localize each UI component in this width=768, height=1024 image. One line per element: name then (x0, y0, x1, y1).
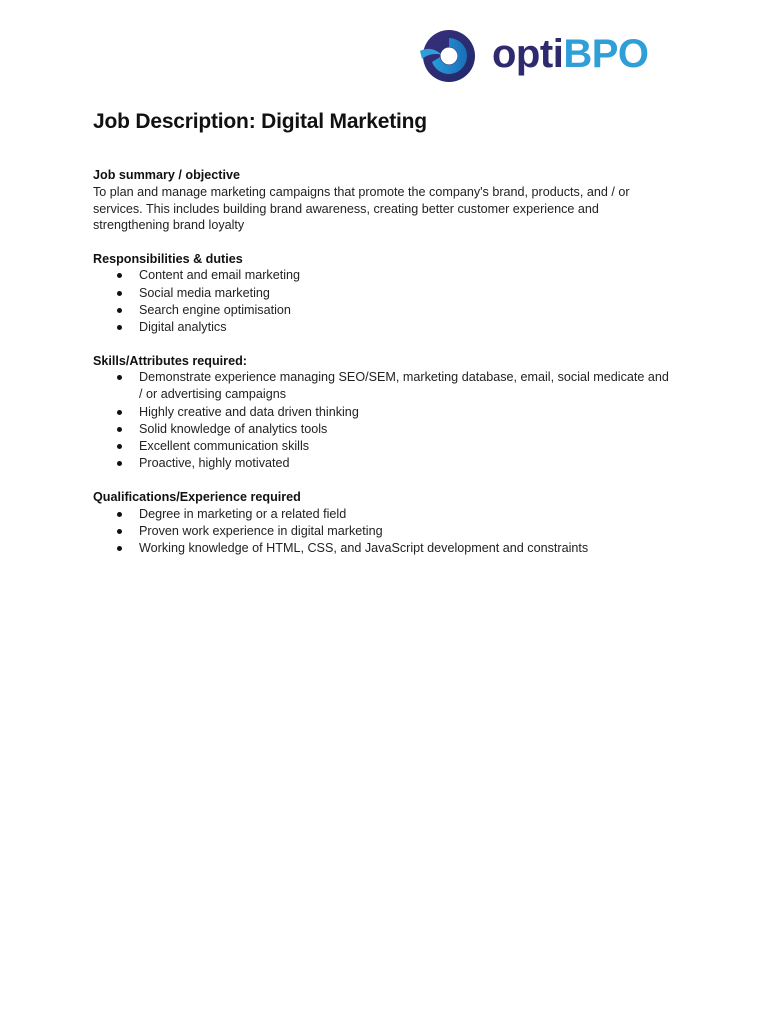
qualifications-list (93, 506, 673, 557)
list-item-text: Solid knowledge of analytics tools (139, 421, 328, 436)
list-item-text: Demonstrate experience managing SEO/SEM, marketing database, email, social medicate and / or advertising campaigns (139, 370, 669, 402)
qualifications-heading: Qualifications/Experience required (93, 489, 301, 504)
bullet-icon (117, 512, 122, 517)
list-item (93, 421, 673, 438)
bullet-icon (117, 546, 122, 551)
optibpo-wordmark (492, 34, 649, 74)
summary-section (93, 167, 673, 234)
bullet-icon (117, 529, 122, 534)
list-item-text: Social media marketing (139, 285, 270, 300)
list-item (93, 319, 673, 336)
list-item-text: Proactive, highly motivated (139, 456, 290, 471)
list-item-text: Digital analytics (139, 320, 227, 335)
wordmark-opti: opti (492, 32, 564, 76)
list-item-text: Working knowledge of HTML, CSS, and JavaScript development and constraints (139, 541, 589, 556)
list-item-text: Search engine optimisation (139, 303, 291, 318)
responsibilities-section (93, 251, 673, 336)
list-item (93, 540, 673, 557)
list-item-text: Degree in marketing or a related field (139, 506, 347, 521)
list-item (93, 455, 673, 472)
list-item-text: Proven work experience in digital marketing (139, 523, 383, 538)
skills-list (93, 369, 673, 472)
skills-heading: Skills/Attributes required: (93, 353, 247, 368)
list-item (93, 302, 673, 319)
bullet-icon (117, 375, 122, 380)
bullet-icon (117, 291, 122, 296)
responsibilities-heading: Responsibilities & duties (93, 251, 243, 266)
list-item (93, 369, 673, 403)
wordmark-bpo: BPO (563, 32, 649, 76)
page-title: Job Description: Digital Marketing (93, 110, 427, 133)
list-item (93, 404, 673, 421)
bullet-icon (117, 427, 122, 432)
responsibilities-list (93, 267, 673, 336)
bullet-icon (117, 308, 122, 313)
skills-section (93, 353, 673, 473)
bullet-icon (117, 325, 122, 330)
bullet-icon (117, 273, 122, 278)
optibpo-logo-mark-icon (418, 27, 478, 85)
list-item (93, 506, 673, 523)
bullet-icon (117, 410, 122, 415)
summary-text: To plan and manage marketing campaigns that promote the company's brand, products, and / or services. This includes building brand awareness, creating better customer experience and strengthening brand loyalty (93, 184, 630, 233)
bullet-icon (117, 444, 122, 449)
optibpo-logo (418, 27, 680, 85)
bullet-icon (117, 461, 122, 466)
list-item-text: Excellent communication skills (139, 439, 310, 454)
list-item-text: Highly creative and data driven thinking (139, 404, 359, 419)
summary-heading: Job summary / objective (93, 168, 240, 182)
list-item (93, 267, 673, 284)
list-item (93, 438, 673, 455)
list-item (93, 523, 673, 540)
list-item (93, 285, 673, 302)
list-item-text: Content and email marketing (139, 268, 301, 283)
document-body (93, 167, 673, 573)
qualifications-section (93, 489, 673, 557)
